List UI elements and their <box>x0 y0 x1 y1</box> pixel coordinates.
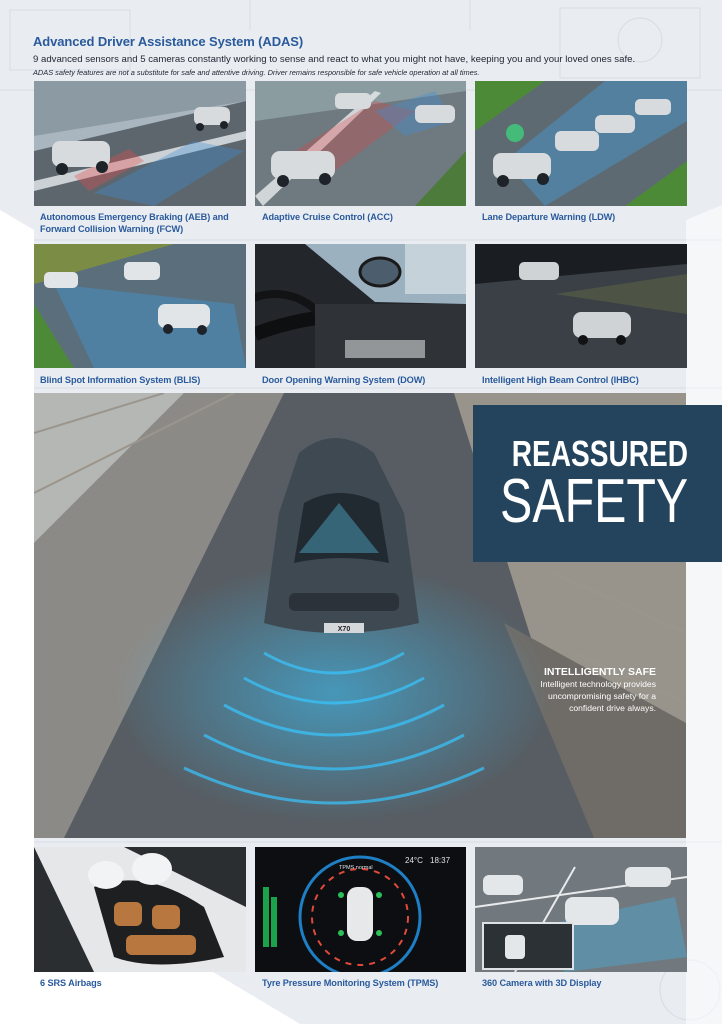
header <box>33 34 693 77</box>
feature-caption-tpms: Tyre Pressure Monitoring System (TPMS) <box>262 978 439 988</box>
acc-image <box>255 81 466 206</box>
banner-line-2: SAFETY <box>499 467 688 536</box>
intelligently-safe-heading: INTELLIGENTLY SAFE <box>543 666 656 678</box>
ihbc-image <box>475 244 687 368</box>
dashboard-tpms-label: TPMS normal <box>339 865 373 871</box>
feature-caption-blis: Blind Spot Information System (BLIS) <box>40 375 201 385</box>
dow-image <box>255 244 466 368</box>
blis-image <box>34 244 246 368</box>
disclaimer-text: ADAS safety features are not a substitute for safe and attentive driving. Driver remains responsible for safe vehicle operation at all times. <box>33 68 480 77</box>
car-badge-text: X70 <box>337 626 351 633</box>
feature-caption-dow: Door Opening Warning System (DOW) <box>262 375 426 385</box>
dashboard-temp: 24°C <box>405 856 423 865</box>
airbags-image <box>34 847 246 972</box>
section-title: Advanced Driver Assistance System (ADAS) <box>33 34 304 49</box>
camera-360-image <box>475 847 687 972</box>
feature-caption-ldw: Lane Departure Warning (LDW) <box>482 212 616 222</box>
intelligently-safe-block: INTELLIGENTLY SAFE Intelligent technology provides uncompromising safety for a confident drive always. <box>456 666 656 714</box>
feature-caption-360-camera: 360 Camera with 3D Display <box>482 978 602 988</box>
feature-caption-acc: Adaptive Cruise Control (ACC) <box>262 212 393 222</box>
feature-caption-aeb: Autonomous Emergency Braking (AEB) and Forward Collision Warning (FCW) <box>40 212 229 234</box>
section-subtitle: 9 advanced sensors and 5 cameras constantly working to sense and react to what you might not have, keeping you and your loved ones safe. <box>33 54 636 65</box>
banner-line-1: REASSURED <box>511 433 688 474</box>
feature-caption-ihbc: Intelligent High Beam Control (IHBC) <box>482 375 639 385</box>
tpms-image <box>255 847 466 972</box>
dashboard-time: 18:37 <box>430 856 451 865</box>
ldw-image <box>475 81 687 206</box>
feature-caption-airbags: 6 SRS Airbags <box>40 978 102 988</box>
aeb-fcw-image <box>34 81 246 206</box>
reassured-safety-banner <box>473 405 722 562</box>
